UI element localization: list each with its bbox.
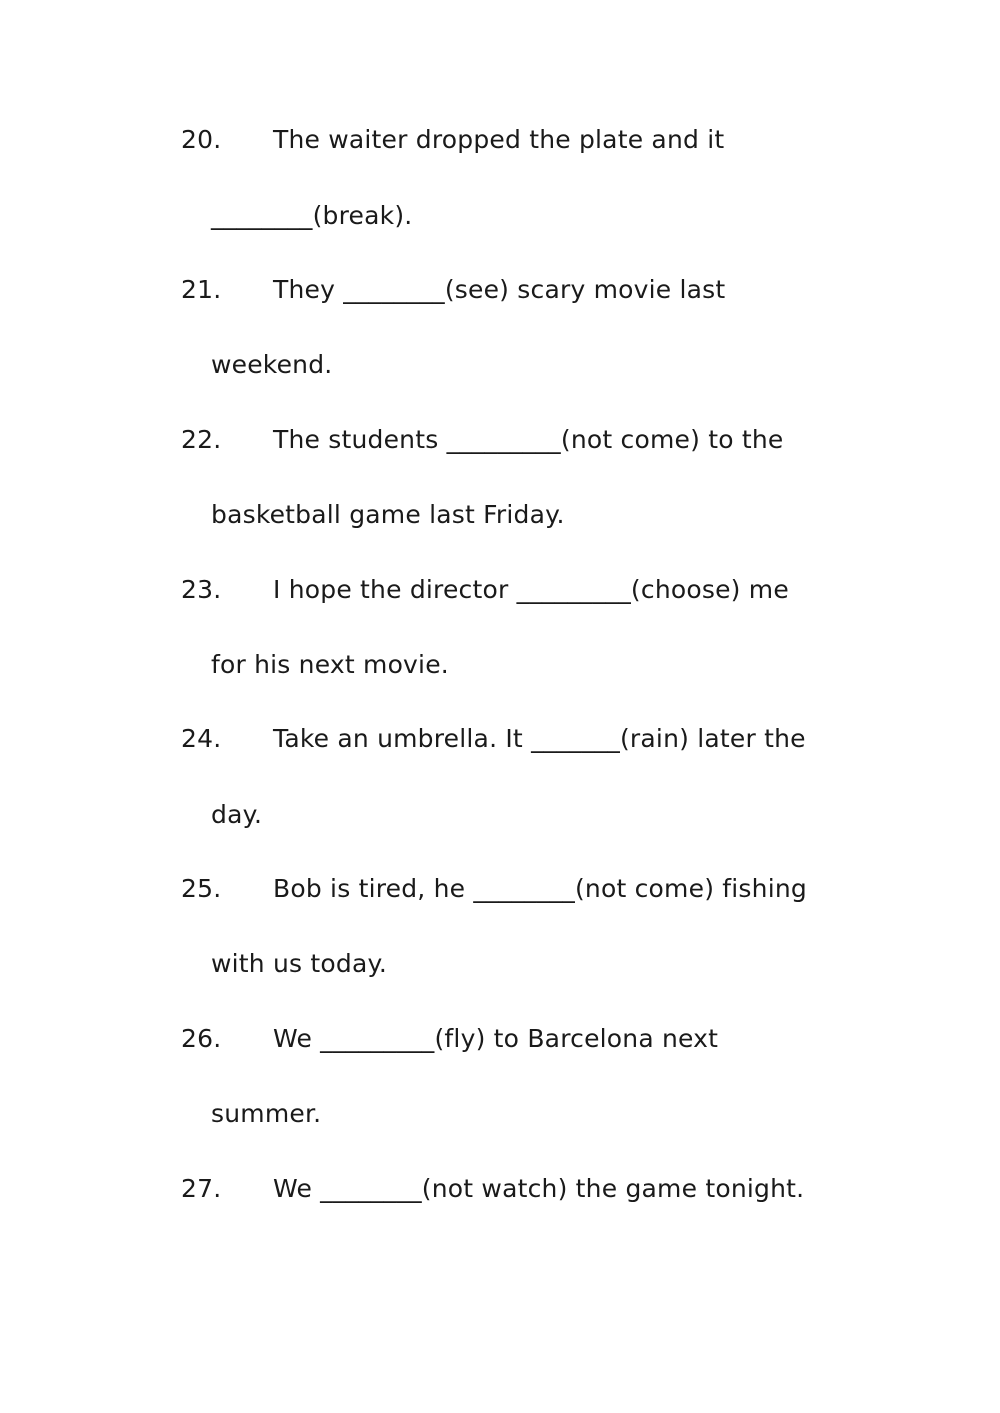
item-sentence-continued: for his next movie. (211, 650, 449, 679)
item-sentence: We ________(not watch) the game tonight. (273, 1174, 805, 1203)
item-number: 27. (181, 1174, 222, 1203)
item-number: 21. (181, 275, 222, 304)
item-number: 22. (181, 425, 222, 454)
item-sentence-continued: ________(break). (211, 201, 413, 230)
item-sentence-continued: with us today. (211, 949, 388, 978)
item-sentence-continued: basketball game last Friday. (211, 500, 565, 529)
item-sentence: Bob is tired, he ________(not come) fishing (273, 874, 807, 903)
item-sentence: They ________(see) scary movie last (273, 275, 726, 304)
item-sentence: The waiter dropped the plate and it (273, 125, 725, 154)
item-sentence-continued: weekend. (211, 350, 333, 379)
item-number: 25. (181, 874, 222, 903)
item-number: 24. (181, 724, 222, 753)
item-sentence: I hope the director _________(choose) me (273, 575, 789, 604)
item-number: 23. (181, 575, 222, 604)
item-sentence-continued: day. (211, 800, 263, 829)
item-sentence: Take an umbrella. It _______(rain) later the (273, 724, 806, 753)
item-sentence: We _________(fly) to Barcelona next (273, 1024, 719, 1053)
item-number: 26. (181, 1024, 222, 1053)
item-sentence: The students _________(not come) to the (273, 425, 784, 454)
item-number: 20. (181, 125, 222, 154)
item-sentence-continued: summer. (211, 1099, 322, 1128)
